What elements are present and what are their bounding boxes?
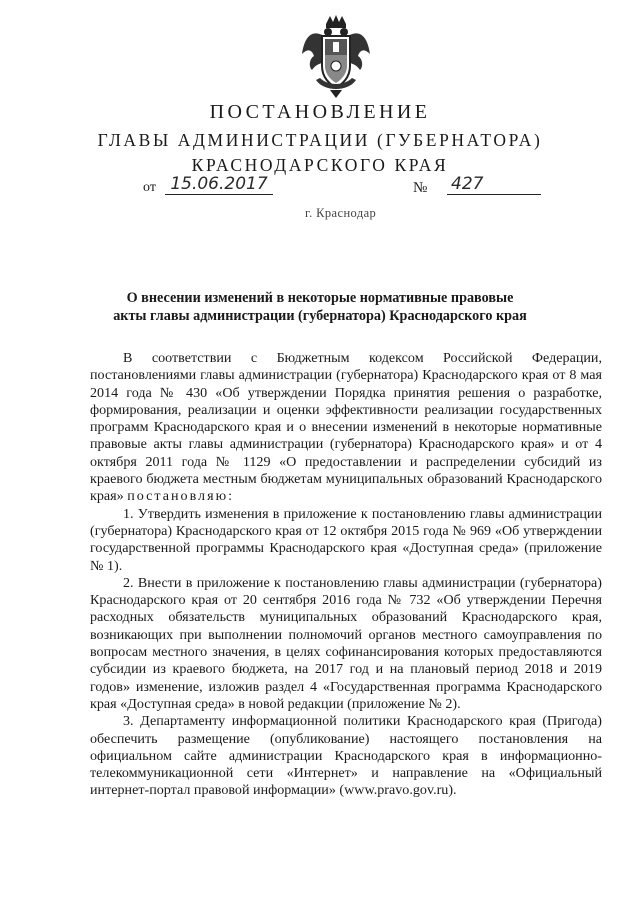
document-type-heading: ПОСТАНОВЛЕНИЕ xyxy=(209,101,431,123)
intro-text: В соответствии с Бюджетным кодексом Российской Федерации, постановлениями главы администрации (губернатора) Краснодарского края от 8 мая 2014 года № 430 «Об утверждении Порядка принятия решения о разработке, формирования, реализации и оценки эффективности реализации государственных программ Краснодарского края и о внесении изменений в некоторые нормативные правовые акты главы администрации (губернатора) Краснодарского края» и от 4 октября 2011 года № 1129 «О предоставлении и распределении субсидий из краевого бюджета местным бюджетам муниципальных образований Краснодарского края» xyxy=(90,350,602,505)
document-body xyxy=(90,350,602,800)
item-1-paragraph: 1. Утвердить изменения в приложение к постановлению главы администрации (губернатора) Краснодарского края от 12 октября 2015 года № 969 «Об утверждении государственной программы Краснодарского края «Доступная среда» (приложение № 1). xyxy=(90,505,602,574)
title-line-2: акты главы администрации (губернатора) Краснодарского края xyxy=(113,308,527,324)
document-number: 427 xyxy=(447,174,541,195)
number-prefix: № xyxy=(413,180,428,196)
document-date: 15.06.2017 xyxy=(165,174,273,195)
date-prefix: от xyxy=(143,180,156,195)
item-3-paragraph: 3. Департаменту информационной политики Краснодарского края (Пригода) обеспечить размещение (опубликование) настоящего постановления на официальном сайте администрации Краснодарского края в информационно-телекоммуникационной сети «Интернет» и направление на «Официальный интернет-портал правовой информации» (www.pravo.gov.ru). xyxy=(90,713,602,799)
region-heading: КРАСНОДАРСКОГО КРАЯ xyxy=(191,155,449,175)
coat-of-arms-emblem xyxy=(300,14,372,98)
issuer-heading: ГЛАВЫ АДМИНИСТРАЦИИ (ГУБЕРНАТОРА) xyxy=(97,130,543,150)
intro-paragraph xyxy=(90,350,602,506)
city-label: г. Краснодар xyxy=(305,206,377,220)
item-2-paragraph: 2. Внести в приложение к постановлению главы администрации (губернатора) Краснодарского края от 20 сентября 2016 года № 732 «Об утверждении Перечня расходных обязательств муниципальных образований Краснодарского края, возникающих при выполнении полномочий органов местного самоуправления по вопросам местного значения, в целях софинансирования которых предоставляются субсидии из краевого бюджета, на 2017 год и на плановый период 2018 и 2019 годов» изменение, изложив раздел 4 «Государственная программа Краснодарского края «Доступная среда» в новой редакции (приложение № 2). xyxy=(90,574,602,712)
decree-word: постановляю: xyxy=(127,488,235,505)
document-title xyxy=(0,289,640,325)
title-line-1: О внесении изменений в некоторые нормативные правовые xyxy=(126,290,514,306)
